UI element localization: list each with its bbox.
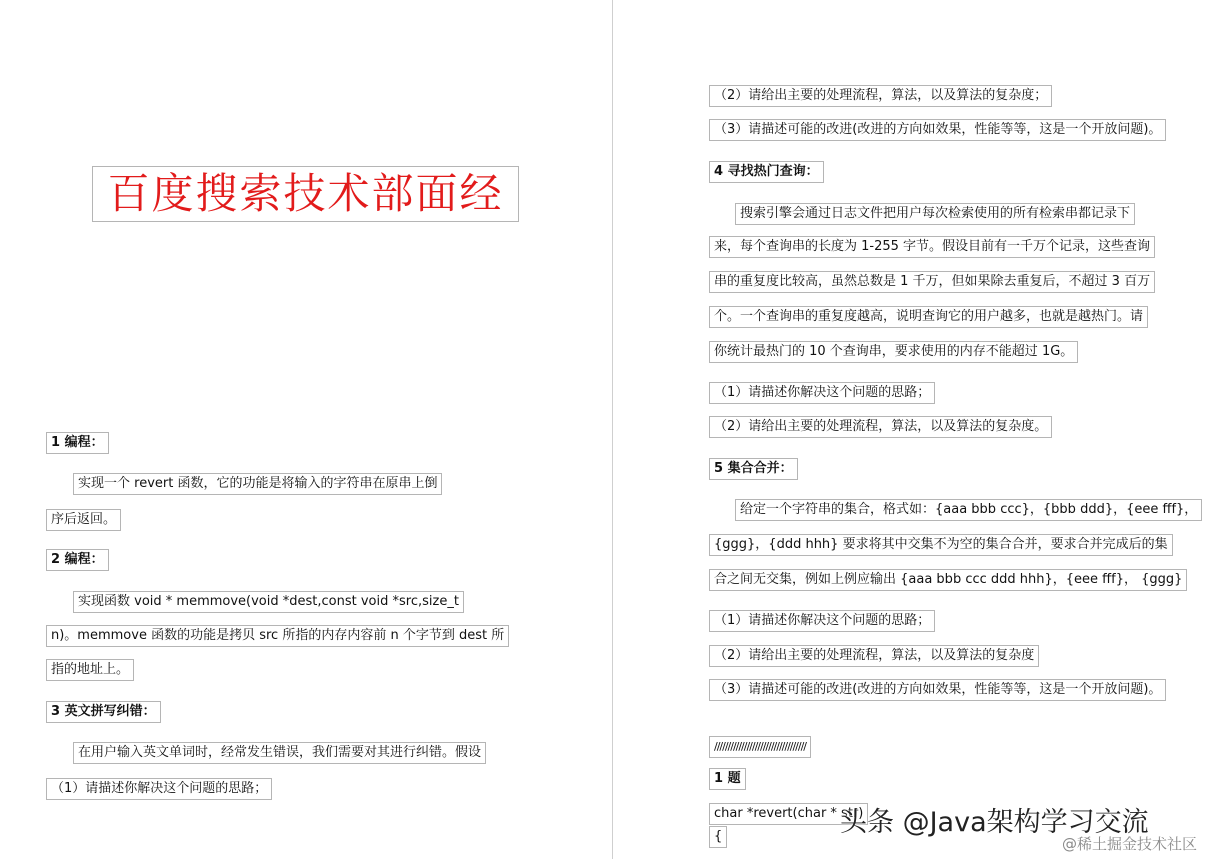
- section-3-question-3: （3）请描述可能的改进(改进的方向如效果，性能等等，这是一个开放问题)。: [709, 119, 1166, 141]
- section-3-question-2: （2）请给出主要的处理流程，算法，以及算法的复杂度；: [709, 85, 1052, 107]
- section-4-line-1: 搜索引擎会通过日志文件把用户每次检索使用的所有检索串都记录下: [735, 203, 1135, 225]
- section-1-heading: 1 编程：: [46, 432, 109, 454]
- separator-line: //////////////////////////////////: [709, 736, 811, 758]
- section-5-heading: 5 集合合并：: [709, 458, 798, 480]
- section-2-line-2: n)。memmove 函数的功能是拷贝 src 所指的内存内容前 n 个字节到 dest 所: [46, 625, 509, 647]
- section-5-question-2: （2）请给出主要的处理流程，算法，以及算法的复杂度: [709, 645, 1039, 667]
- section-4-question-2: （2）请给出主要的处理流程，算法，以及算法的复杂度。: [709, 416, 1052, 438]
- code-line-1: char *revert(char * str): [709, 803, 868, 825]
- section-5-line-3: 合之间无交集，例如上例应输出 {aaa bbb ccc ddd hhh}，{eee fff}， {ggg}: [709, 569, 1187, 591]
- section-5-line-1: 给定一个字符串的集合，格式如：{aaa bbb ccc}，{bbb ddd}，{eee fff}，: [735, 499, 1202, 521]
- watermark-juejin: @稀土掘金技术社区: [1062, 835, 1198, 853]
- section-5-line-2: {ggg}，{ddd hhh} 要求将其中交集不为空的集合合并，要求合并完成后的集: [709, 534, 1173, 556]
- watermark-toutiao: 头条 @Java架构学习交流: [840, 807, 1149, 838]
- section-4-line-3: 串的重复度比较高，虽然总数是 1 千万，但如果除去重复后，不超过 3 百万: [709, 271, 1155, 293]
- right-page: [614, 0, 1229, 859]
- section-3-question-1: （1）请描述你解决这个问题的思路；: [46, 778, 272, 800]
- document-title: 百度搜索技术部面经: [92, 166, 519, 222]
- code-line-2: {: [709, 826, 727, 848]
- section-1-line-1: 实现一个 revert 函数，它的功能是将输入的字符串在原串上倒: [73, 473, 442, 495]
- section-2-heading: 2 编程：: [46, 549, 109, 571]
- page-divider: [612, 0, 613, 859]
- section-4-line-2: 来，每个查询串的长度为 1-255 字节。假设目前有一千万个记录，这些查询: [709, 236, 1155, 258]
- section-4-heading: 4 寻找热门查询：: [709, 161, 824, 183]
- section-2-line-3: 指的地址上。: [46, 659, 134, 681]
- section-3-line-1: 在用户输入英文单词时，经常发生错误，我们需要对其进行纠错。假设: [73, 742, 486, 764]
- left-page: [0, 0, 612, 859]
- section-4-question-1: （1）请描述你解决这个问题的思路；: [709, 382, 935, 404]
- section-3-heading: 3 英文拼写纠错：: [46, 701, 161, 723]
- section-2-line-1: 实现函数 void * memmove(void *dest,const void *src,size_t: [73, 591, 464, 613]
- section-1-line-2: 序后返回。: [46, 509, 121, 531]
- answer-1-heading: 1 题: [709, 768, 746, 790]
- section-4-line-4: 个。一个查询串的重复度越高，说明查询它的用户越多，也就是越热门。请: [709, 306, 1148, 328]
- section-5-question-1: （1）请描述你解决这个问题的思路；: [709, 610, 935, 632]
- section-4-line-5: 你统计最热门的 10 个查询串，要求使用的内存不能超过 1G。: [709, 341, 1078, 363]
- section-5-question-3: （3）请描述可能的改进(改进的方向如效果，性能等等，这是一个开放问题)。: [709, 679, 1166, 701]
